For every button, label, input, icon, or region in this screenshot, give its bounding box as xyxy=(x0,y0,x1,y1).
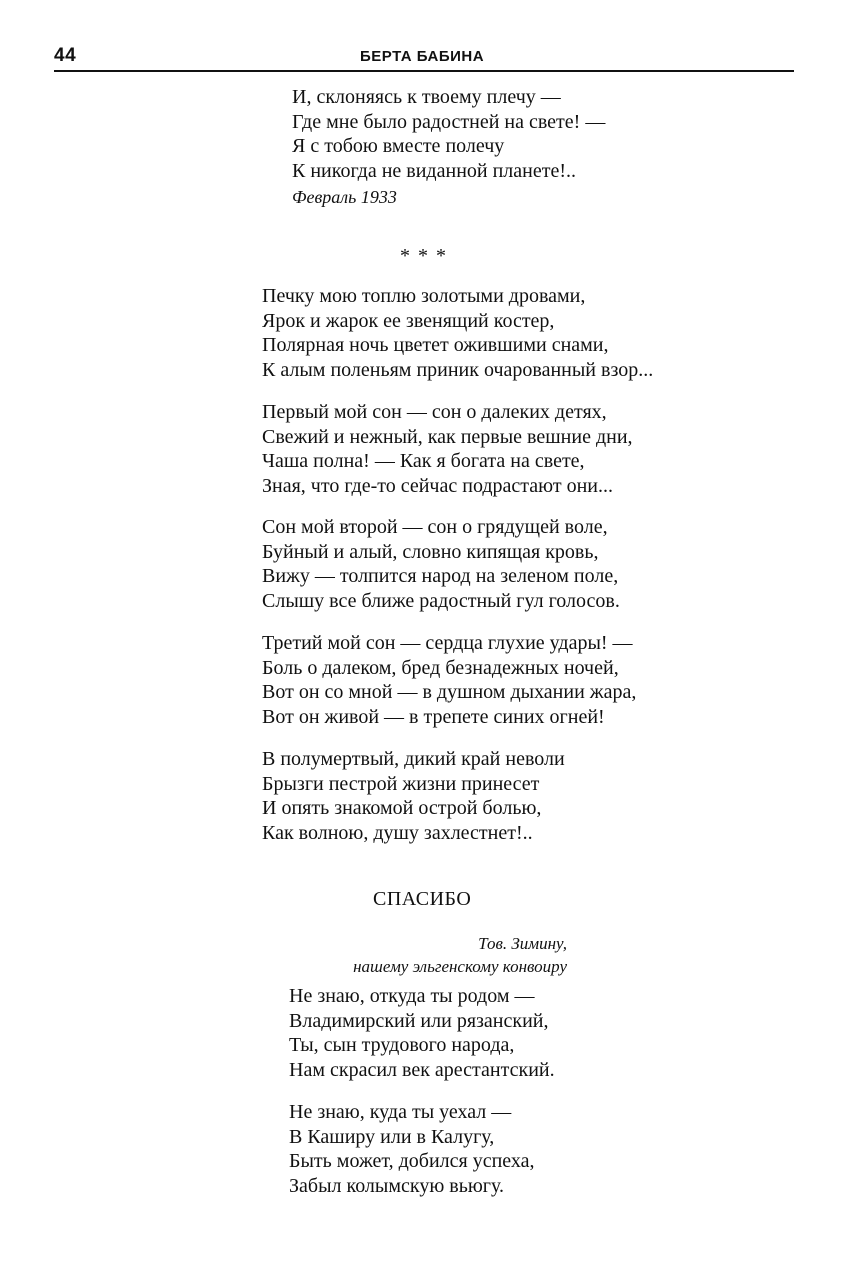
verse-line: Не знаю, откуда ты родом — xyxy=(289,985,535,1007)
verse-line: Вот он со мной — в душном дыхании жара, xyxy=(262,681,637,703)
poem-title: СПАСИБО xyxy=(373,888,472,910)
verse-line: Первый мой сон — сон о далеких детях, xyxy=(262,401,607,423)
verse-line: Вижу — толпится народ на зеленом поле, xyxy=(262,565,619,587)
verse-line: Владимирский или рязанский, xyxy=(289,1009,549,1032)
verse-line: Слышу все ближе радостный гул голосов. xyxy=(262,589,620,612)
poem3-stanza-2 xyxy=(289,1100,535,1198)
poem1-date: Февраль 1933 xyxy=(292,187,397,207)
verse-line: Брызги пестрой жизни принесет xyxy=(262,772,540,795)
poem3-stanza-1 xyxy=(289,984,555,1082)
verse-line: Ярок и жарок ее звенящий костер, xyxy=(262,309,555,332)
poem1-stanza xyxy=(292,85,605,183)
verse-line: Забыл колымскую вьюгу. xyxy=(289,1174,504,1197)
verse-line: Сон мой второй — сон о грядущей воле, xyxy=(262,516,608,538)
verse-line: Не знаю, куда ты уехал — xyxy=(289,1101,512,1123)
poem2-stanza-3 xyxy=(262,515,620,613)
poem2-stanza-5 xyxy=(262,747,565,845)
verse-line: Зная, что где-то сейчас подрастают они... xyxy=(262,474,613,497)
verse-line: И опять знакомой острой болью, xyxy=(262,797,542,819)
verse-line: Чаша полна! — Как я богата на свете, xyxy=(262,450,585,472)
verse-line: Ты, сын трудового народа, xyxy=(289,1034,515,1056)
asterism-separator: *** xyxy=(400,245,454,267)
poem2-stanza-2 xyxy=(262,400,633,498)
poem2-stanza-4 xyxy=(262,631,636,729)
verse-line: В Каширу или в Калугу, xyxy=(289,1125,495,1148)
verse-line: Полярная ночь цветет ожившими снами, xyxy=(262,334,609,356)
verse-line: Буйный и алый, словно кипящая кровь, xyxy=(262,540,599,563)
poem2-stanza-1 xyxy=(262,284,653,382)
running-head: БЕРТА БАБИНА xyxy=(360,48,485,65)
verse-line: Быть может, добился успеха, xyxy=(289,1150,535,1172)
verse-line: В полумертвый, дикий край неволи xyxy=(262,748,565,770)
dedication-line: Тов. Зимину, xyxy=(478,934,567,953)
page-header xyxy=(54,44,794,72)
verse-line: Вот он живой — в трепете синих огней! xyxy=(262,705,605,728)
dedication-line: нашему эльгенскому конвоиру xyxy=(353,957,567,976)
verse-line: И, склоняясь к твоему плечу — xyxy=(292,86,561,108)
verse-line: Свежий и нежный, как первые вешние дни, xyxy=(262,425,633,448)
page-number: 44 xyxy=(54,45,77,66)
verse-line: Где мне было радостней на свете! — xyxy=(292,110,606,133)
verse-line: К никогда не виданной планете!.. xyxy=(292,159,577,182)
verse-line: Нам скрасил век арестантский. xyxy=(289,1058,555,1081)
verse-line: Я с тобою вместе полечу xyxy=(292,135,505,157)
verse-line: Как волною, душу захлестнет!.. xyxy=(262,821,533,844)
dedication xyxy=(353,932,567,978)
verse-line: Печку мою топлю золотыми дровами, xyxy=(262,285,586,307)
verse-line: Третий мой сон — сердца глухие удары! — xyxy=(262,632,633,654)
verse-line: Боль о далеком, бред безнадежных ночей, xyxy=(262,656,619,679)
verse-line: К алым поленьям приник очарованный взор... xyxy=(262,358,654,381)
